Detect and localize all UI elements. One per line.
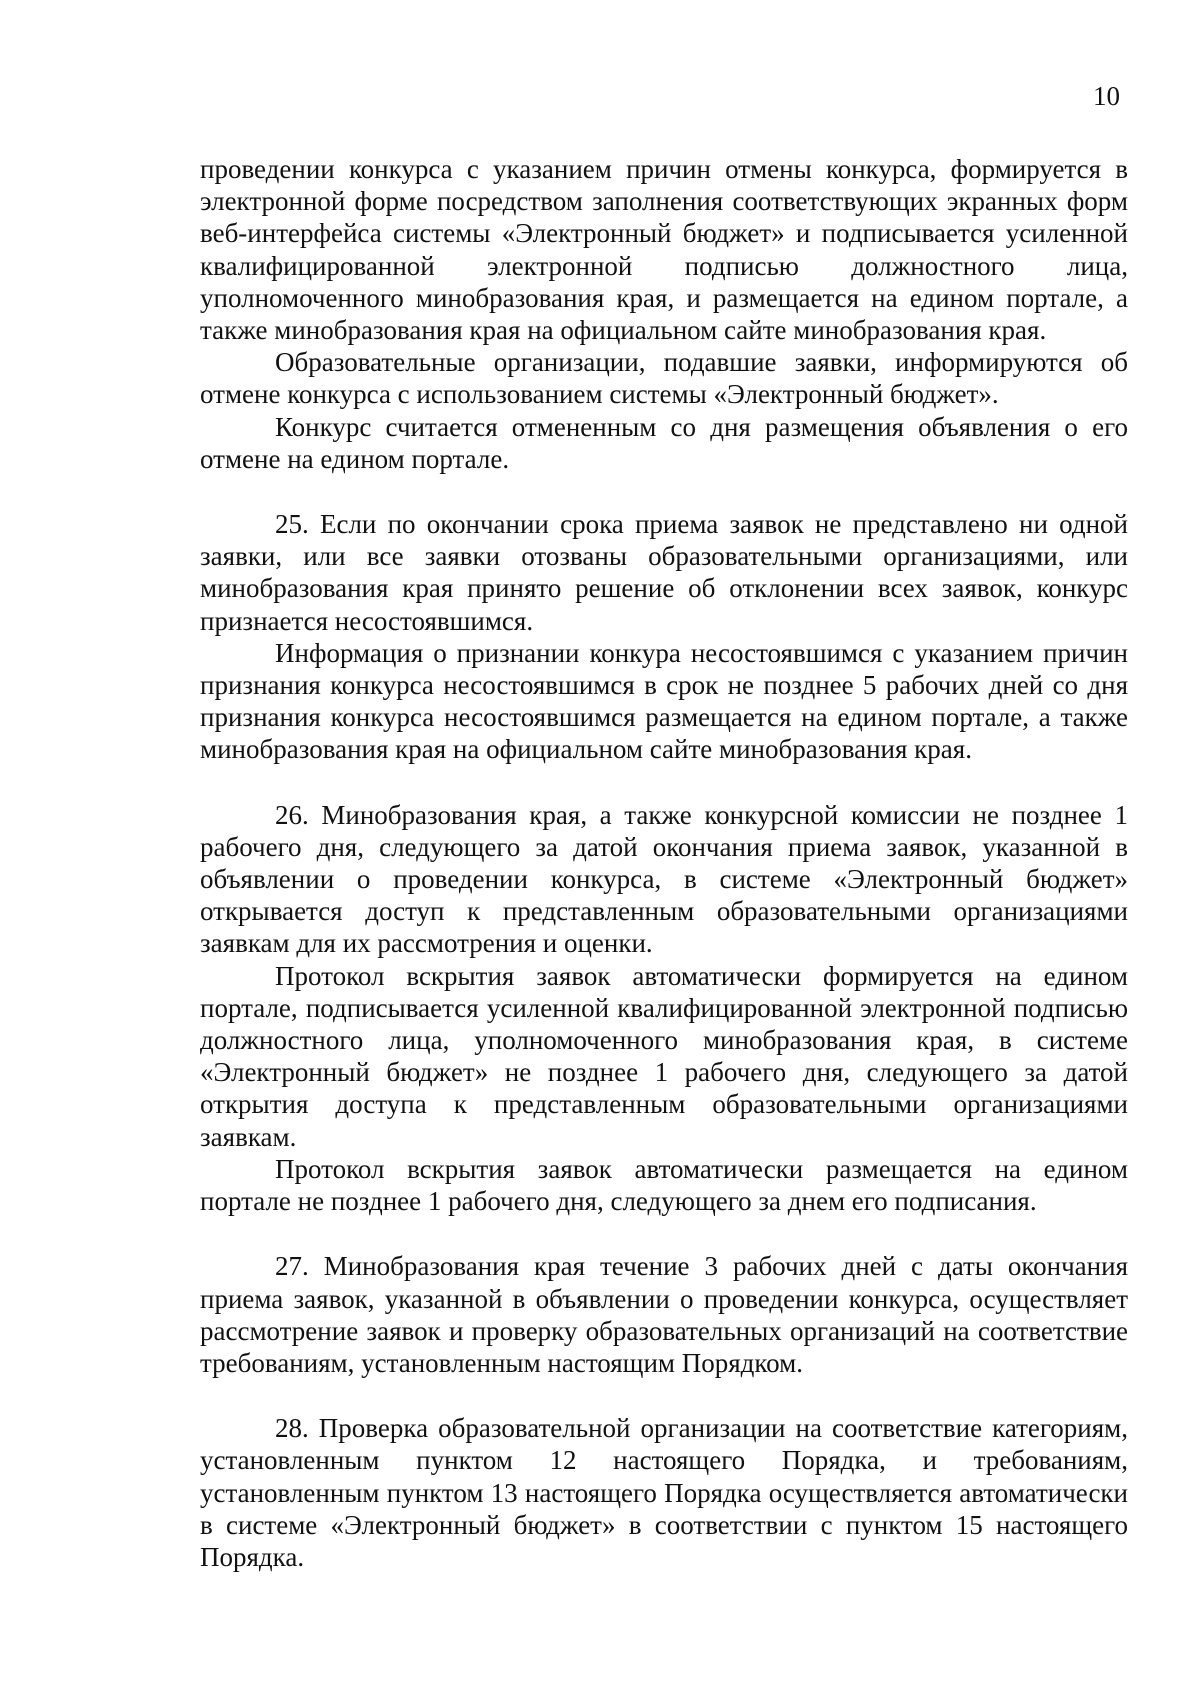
paragraph-item-28: 28. Проверка образовательной организации на соответствие категориям, установленным пунктом 12 настоящего Порядка, и требованиям, установленным пунктом 13 настоящего Порядка осуществляется автоматически в системе «Электронный бюджет» в соответствии с пунктом 15 настоящего Порядка. bbox=[200, 1413, 1128, 1572]
paragraph: Конкурс считается отмененным со дня размещения объявления о его отмене на едином портале. bbox=[200, 411, 1128, 474]
page-number: 10 bbox=[1093, 81, 1120, 111]
paragraph: Протокол вскрытия заявок автоматически размещается на едином портале не позднее 1 рабочего дня, следующего за днем его подписания. bbox=[200, 1153, 1128, 1217]
paragraph-item-25: 25. Если по окончании срока приема заявок не представлено ни одной заявки, или все заявки отозваны образовательными организациями, или минобразования края принято решение об отклонении всех заявок, конкурс признается несостоявшимся. bbox=[200, 509, 1128, 636]
paragraph: Образовательные организации, подавшие заявки, информируются об отмене конкурса с использованием системы «Электронный бюджет». bbox=[200, 347, 1128, 410]
paragraph-item-27: 27. Минобразования края течение 3 рабочих дней с даты окончания приема заявок, указанной в объявлении о проведении конкурса, осуществляет рассмотрение заявок и проверку образовательных организаций на соответствие требованиям, установленным настоящим Порядком. bbox=[200, 1251, 1128, 1378]
paragraph: Протокол вскрытия заявок автоматически формируется на едином портале, подписывается усиленной квалифицированной электронной подписью должностного лица, уполномоченного минобразования края, в системе «Электронный бюджет» не позднее 1 рабочего дня, следующего за датой открытия доступа к представленным образовательными организациями заявкам. bbox=[200, 960, 1128, 1152]
paragraph-item-26: 26. Минобразования края, а также конкурсной комиссии не позднее 1 рабочего дня, следующего за датой окончания приема заявок, указанной в объявлении о проведении конкурса, в системе «Электронный бюджет» открывается доступ к представленным образовательными организациями заявкам для их рассмотрения и оценки. bbox=[200, 799, 1128, 959]
paragraph-continuation: проведении конкурса с указанием причин отмены конкурса, формируется в электронной форме посредством заполнения соответствующих экранных форм веб-интерфейса системы «Электронный бюджет» и подписывается усиленной квалифицированной электронной подписью должностного лица, уполномоченного минобразования края, и размещается на едином портале, а также минобразования края на официальном сайте минобразования края. bbox=[200, 154, 1128, 346]
paragraph: Информация о признании конкура несостоявшимся с указанием причин признания конкурса несостоявшимся в срок не позднее 5 рабочих дней со дня признания конкурса несостоявшимся размещается на едином портале, а также минобразования края на официальном сайте минобразования края. bbox=[200, 637, 1128, 765]
document-body bbox=[200, 153, 1128, 1573]
